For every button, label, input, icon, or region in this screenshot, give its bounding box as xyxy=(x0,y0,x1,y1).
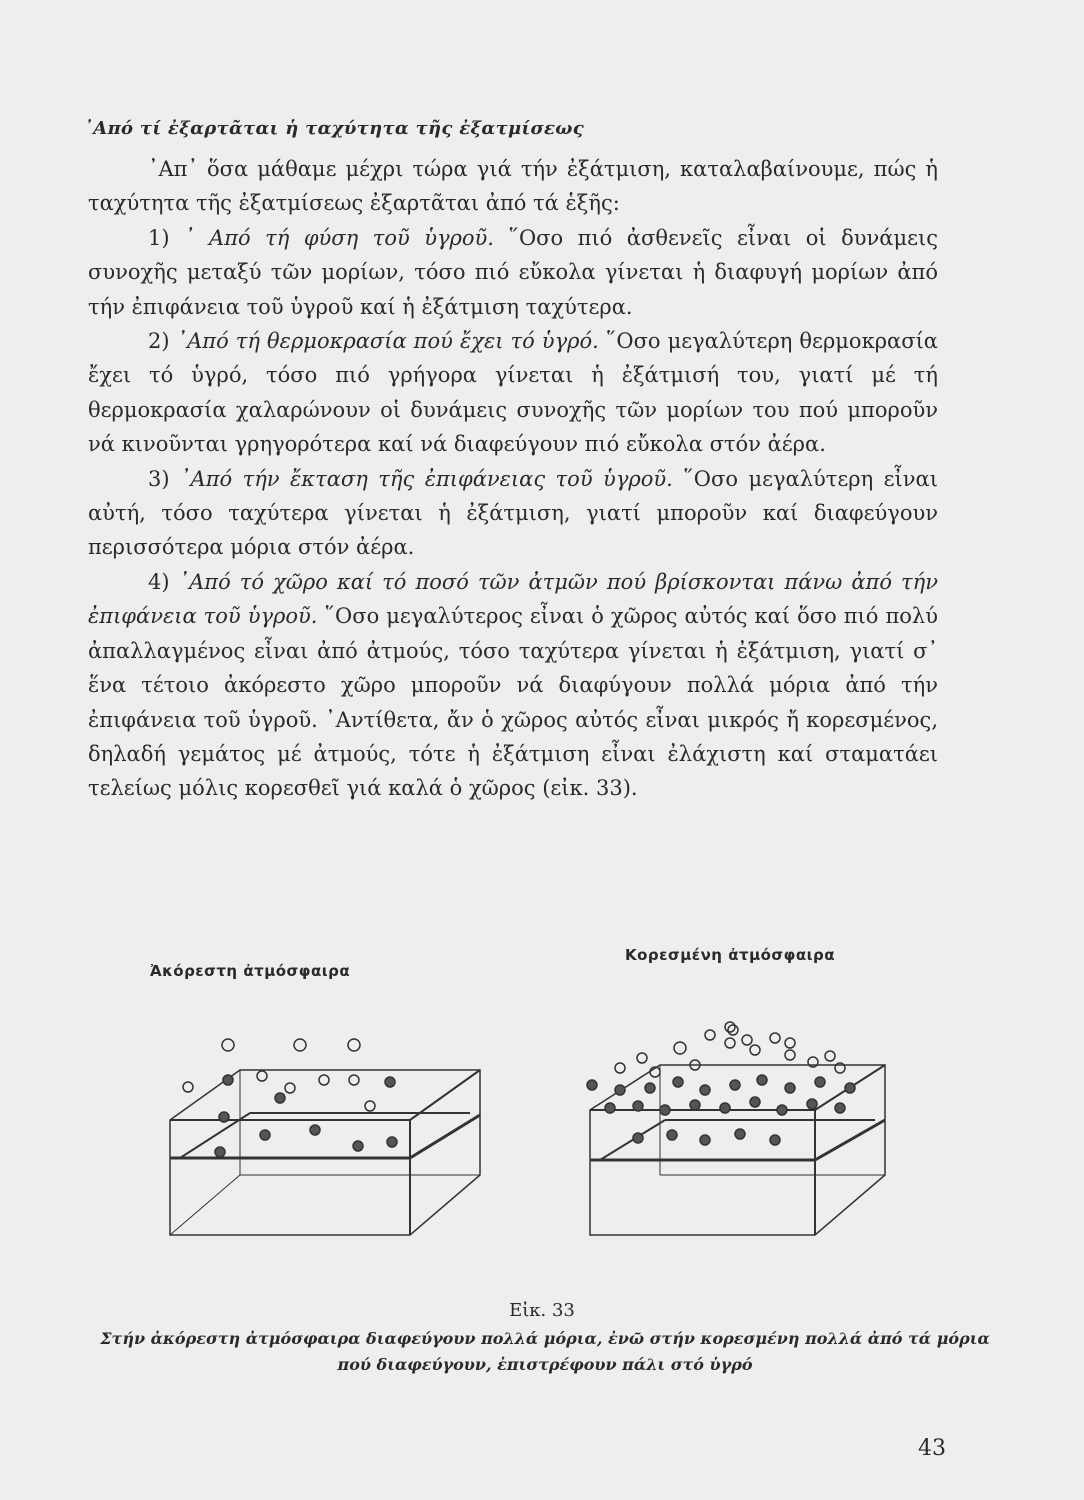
point-number: 2) xyxy=(148,329,170,354)
figure-caption: Στήν ἀκόρεστη ἀτμόσφαιρα διαφεύγουν πολλά μόρια, ἐνῶ στήν κορεσμένη πολλά ἀπό τά μόρια πού διαφεύγουν, ἐπιστρέφουν πάλι στό ὑγρό xyxy=(100,1329,990,1374)
point-title: ᾿Από τήν ἔκταση τῆς ἐπιφάνειας τοῦ ὑγροῦ. xyxy=(180,466,673,491)
figure-33-illustration xyxy=(150,1010,930,1250)
point-title: ᾿ Από τή φύση τοῦ ὑγροῦ. xyxy=(184,225,494,250)
point-4 xyxy=(88,565,938,806)
point-text: ῞Οσο πιό ἀσθενεῖς εἶναι οἱ δυνάμεις συνοχῆς μεταξύ τῶν μορίων, τόσο πιό εὔκολα γίνεται ἡ διαφυγή μορίων ἀπό τήν ἐπιφάνεια τοῦ ὑγροῦ καί ἡ ἐξάτμιση ταχύτερα. xyxy=(88,225,938,319)
point-title: ᾿Από τό χῶρο καί τό ποσό τῶν ἀτμῶν πού βρίσκονται πάνω ἀπό τήν ἐπιφάνεια τοῦ ὑγροῦ. xyxy=(88,569,938,629)
page-number: 43 xyxy=(918,1436,946,1461)
unsaturated-molecules xyxy=(183,1039,397,1157)
point-1 xyxy=(88,221,938,324)
figure-label-saturated: Κορεσμένη ἀτμόσφαιρα xyxy=(625,946,836,964)
point-number: 1) xyxy=(148,225,170,250)
section-heading: ᾿Από τί ἐξαρτᾶται ἡ ταχύτητα τῆς ἐξατμίσεως xyxy=(84,118,584,139)
saturated-tank xyxy=(590,1065,885,1235)
point-text: ῞Οσο μεγαλύτερος εἶναι ὁ χῶρος αὐτός καί ὅσο πιό πολύ ἀπαλλαγμένος εἶναι ἀπό ἀτμούς, τόσο ταχύτερα γίνεται ἡ ἐξάτμιση, γιατί σ᾿ ἕνα τέτοιο ἀκόρεστο χῶρο μποροῦν νά διαφύγουν πολλά μόρια ἀπό τήν ἐπιφάνεια τοῦ ὑγροῦ. ᾿Αντίθετα, ἄν ὁ χῶρος αὐτός εἶναι μικρός ἤ κορεσμένος, δηλαδή γεμάτος μέ ἀτμούς, τότε ἡ ἐξάτμιση εἶναι ἐλάχιστη καί σταματάει τελείως μόλις κορεσθεῖ γιά καλά ὁ χῶρος (εἰκ. 33). xyxy=(88,604,938,801)
point-2 xyxy=(88,324,938,462)
intro-paragraph: ᾿Απ᾿ ὅσα μάθαμε μέχρι τώρα γιά τήν ἐξάτμιση, καταλαβαίνουμε, πώς ἡ ταχύτητα τῆς ἐξατμίσεως ἐξαρτᾶται ἀπό τά ἑξῆς: xyxy=(88,157,938,216)
point-number: 4) xyxy=(148,569,170,594)
point-text: ῞Οσο μεγαλύτερη εἶναι αὐτή, τόσο ταχύτερα γίνεται ἡ ἐξάτμιση, γιατί μποροῦν καί διαφεύγουν περισσότερα μόρια στόν ἀέρα. xyxy=(88,466,938,560)
point-3 xyxy=(88,462,938,565)
point-title: ᾿Από τή θερμοκρασία πού ἔχει τό ὑγρό. xyxy=(176,329,599,354)
figure-label-unsaturated: Ἀκόρεστη ἀτμόσφαιρα xyxy=(150,962,351,980)
point-text: ῞Οσο μεγαλύτερη θερμοκρασία ἔχει τό ὑγρό, τόσο πιό γρήγορα γίνεται ἡ ἐξάτμισή του, γιατί μέ τή θερμοκρασία χαλαρώνουν οἱ δυνάμεις συνοχῆς τῶν μορίων του πού μποροῦν νά κινοῦνται γρηγορότερα καί νά διαφεύγουν πιό εὔκολα στόν ἀέρα. xyxy=(88,329,938,457)
figure-number: Εἰκ. 33 xyxy=(509,1300,575,1321)
body-text xyxy=(88,152,938,806)
point-number: 3) xyxy=(148,466,170,491)
